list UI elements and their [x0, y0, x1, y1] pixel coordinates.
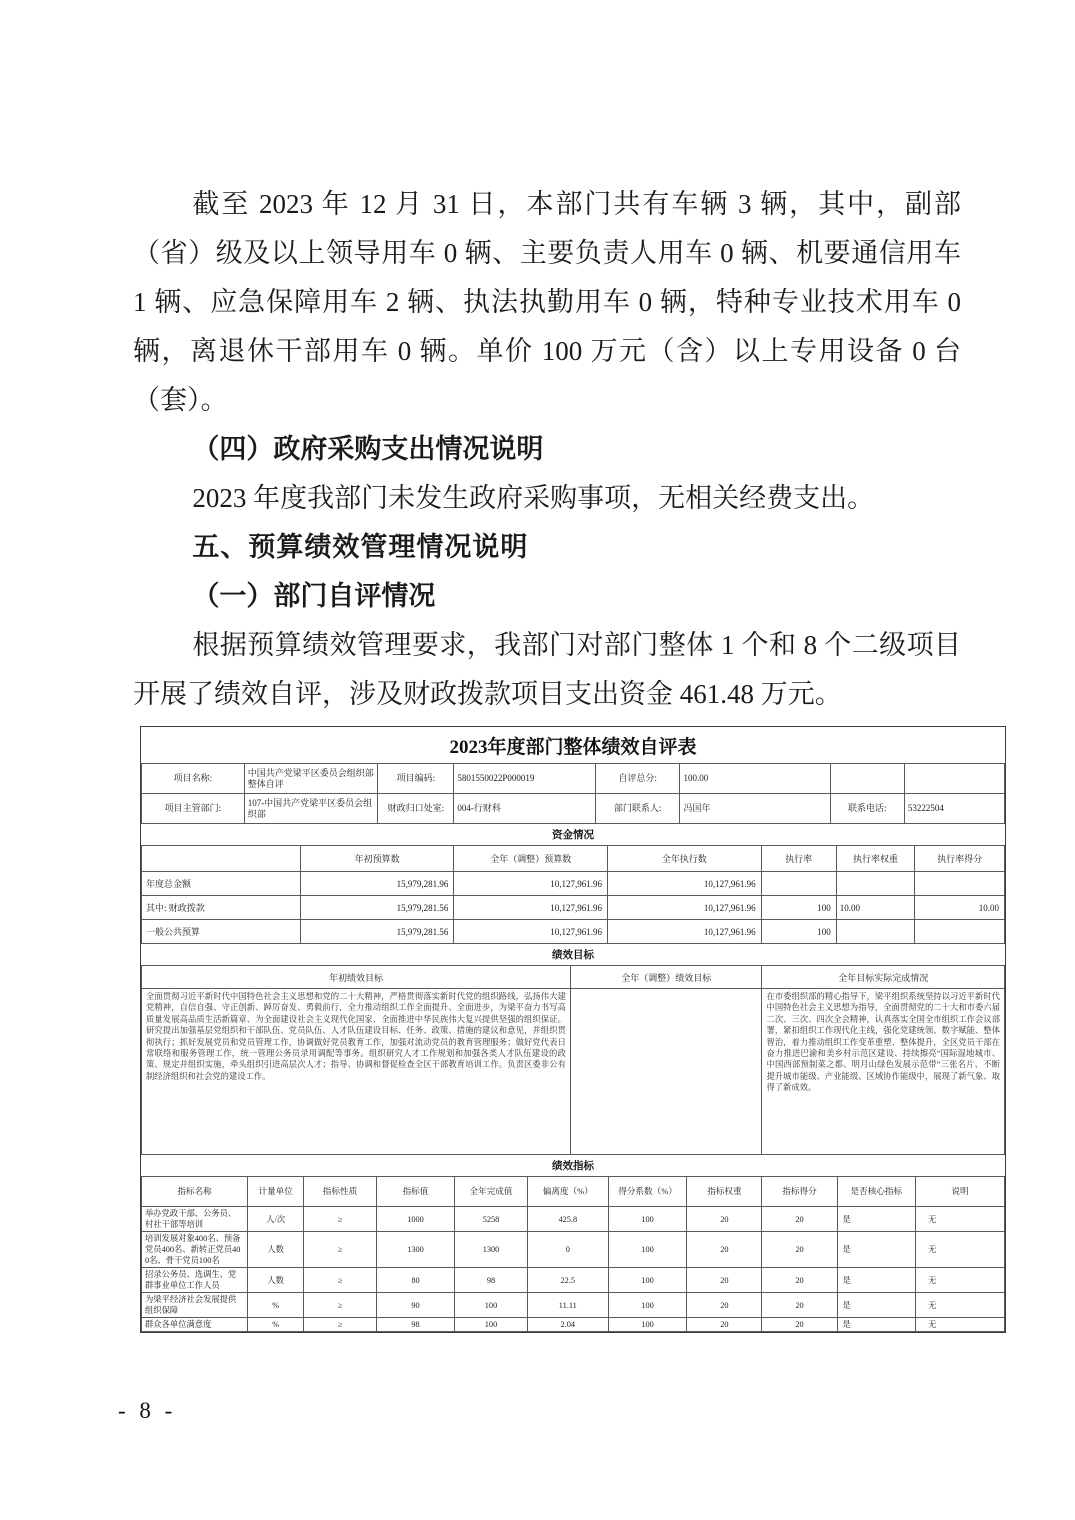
funding-cell: 15,979,281.96 — [300, 872, 454, 896]
funding-section-banner: 资金情况 — [552, 830, 594, 841]
ind-header-deviation: 偏离度（%） — [527, 1177, 608, 1207]
indicator-name: 举办党政干部、公务员、村社干部等培训 — [142, 1207, 248, 1232]
indicator-target: 90 — [376, 1293, 455, 1318]
indicator-row — [142, 1268, 1005, 1293]
funding-cell: 10,127,961.96 — [608, 872, 762, 896]
funding-header-executed: 全年执行数 — [608, 846, 762, 872]
ind-header-target: 指标值 — [376, 1177, 455, 1207]
ind-header-name: 指标名称 — [142, 1177, 248, 1207]
ind-header-weight: 指标权重 — [687, 1177, 762, 1207]
heading-gov-procurement: （四）政府采购支出情况说明 — [192, 434, 544, 464]
funding-cell: 10,127,961.96 — [454, 896, 608, 920]
goals-header-initial: 年初绩效目标 — [142, 966, 571, 989]
indicator-score-coef: 100 — [608, 1232, 687, 1268]
indicator-unit: 人数 — [248, 1268, 304, 1293]
indicator-score-coef: 100 — [608, 1268, 687, 1293]
goals-header-row — [142, 966, 1005, 989]
indicator-row — [142, 1293, 1005, 1318]
paragraph-vehicle-summary: 截至 2023 年 12 月 31 日，本部门共有车辆 3 辆，其中，副部（省）级及以上领导用车 0 辆、主要负责人用车 0 辆、机要通信用车 1 辆、应急保障用车 2 辆、执法执勤用车 0 辆，特种专业技术用车 0 辆，离退休干部用车 0 辆。单价 100 万元（含）以上专用设备 0 台（套）。 — [133, 189, 961, 415]
indicator-core: 是 — [837, 1232, 916, 1268]
indicator-note: 无 — [916, 1232, 1005, 1268]
funding-header-exec-rate: 执行率 — [761, 846, 836, 872]
indicator-completed: 100 — [455, 1318, 527, 1332]
funding-cell: 15,979,281.56 — [300, 896, 454, 920]
funding-cell — [915, 872, 1005, 896]
indicator-completed: 5258 — [455, 1207, 527, 1232]
indicator-target: 1300 — [376, 1232, 455, 1268]
project-code-value: 5801550022P000019 — [454, 764, 596, 794]
funding-table — [141, 845, 1005, 944]
funding-cell: 10,127,961.96 — [608, 920, 762, 944]
indicator-name: 培训发展对象400名、预备党员400名、新转正党员400名、骨干党员100名 — [142, 1232, 248, 1268]
indicator-completed: 1300 — [455, 1232, 527, 1268]
funding-header-blank — [142, 846, 301, 872]
indicator-deviation: 11.11 — [527, 1293, 608, 1318]
indicator-score-coef: 100 — [608, 1293, 687, 1318]
info-row-department — [142, 794, 1005, 824]
finance-office-label: 财政归口处室: — [378, 794, 454, 824]
info-empty-cell — [830, 764, 904, 794]
indicator-unit: % — [248, 1318, 304, 1332]
funding-header-rate-score: 执行率得分 — [915, 846, 1005, 872]
funding-row-label: 其中: 财政拨款 — [142, 896, 301, 920]
indicator-score: 20 — [762, 1207, 837, 1232]
indicator-unit: 人数 — [248, 1232, 304, 1268]
phone-label: 联系电话: — [830, 794, 904, 824]
indicator-core: 是 — [837, 1207, 916, 1232]
funding-cell: 100 — [761, 920, 836, 944]
indicator-score-coef: 100 — [608, 1207, 687, 1232]
indicators-table — [141, 1176, 1005, 1332]
funding-cell: 10,127,961.96 — [454, 920, 608, 944]
indicator-name: 群众各单位满意度 — [142, 1318, 248, 1332]
funding-row-label: 年度总金额 — [142, 872, 301, 896]
indicator-row — [142, 1232, 1005, 1268]
indicator-target: 1000 — [376, 1207, 455, 1232]
contact-label: 部门联系人: — [595, 794, 680, 824]
indicator-score: 20 — [762, 1318, 837, 1332]
adjusted-goal-text — [570, 989, 762, 1155]
indicator-weight: 20 — [687, 1268, 762, 1293]
ind-header-score: 指标得分 — [762, 1177, 837, 1207]
funding-cell — [915, 920, 1005, 944]
goals-header-completion: 全年目标实际完成情况 — [762, 966, 1005, 989]
indicator-completed: 100 — [455, 1293, 527, 1318]
phone-value: 53222504 — [904, 794, 1004, 824]
paragraph-self-evaluation: 根据预算绩效管理要求，我部门对部门整体 1 个和 8 个二级项目开展了绩效自评，涉及财政拨款项目支出资金 461.48 万元。 — [133, 630, 961, 709]
indicator-nature: ≥ — [304, 1293, 376, 1318]
funding-cell: 100 — [761, 896, 836, 920]
ind-header-nature: 指标性质 — [304, 1177, 376, 1207]
project-info-table — [141, 763, 1005, 824]
body-text-block — [133, 180, 961, 719]
indicator-weight: 20 — [687, 1232, 762, 1268]
funding-row-total — [142, 872, 1005, 896]
indicator-score: 20 — [762, 1293, 837, 1318]
indicator-weight: 20 — [687, 1318, 762, 1332]
ind-header-score-coef: 得分系数（%） — [608, 1177, 687, 1207]
paragraph-procurement: 2023 年度我部门未发生政府采购事项，无相关经费支出。 — [192, 483, 875, 513]
heading-budget-performance: 五、预算绩效管理情况说明 — [192, 532, 529, 562]
initial-goal-text: 全面贯彻习近平新时代中国特色社会主义思想和党的二十大精神，严格贯彻落实新时代党的组织路线，弘扬伟大建党精神，自信自强、守正创新、踔厉奋发、勇毅前行，全力推动组织工作全面提升、全面进步，为梁平奋力书写高质量发展高品质生活新篇章、为全面建设社会主义现代化国家、全面推进中华民族伟大复兴提供坚强的组织保证。研究提出加强基层党组织和干部队伍、党员队伍、人才队伍建设目标、任务、政策、措施的建议和意见，并组织贯彻执行；抓好发展党员和党员管理工作，协调做好党员教育工作，加强对流动党员的教育管理服务；做好党代表日常联络和服务管理工作，统一管理公务员录用调配等事务。组织研究人才工作规划和加强各类人才队伍建设的政策、规定并组织实施，牵头组织引进高层次人才；指导、协调和督促检查全区干部教育培训工作。负责区委非公有制经济组织和社会党的建设工作。 — [142, 989, 571, 1155]
goals-header-adjusted: 全年（调整）绩效目标 — [570, 966, 762, 989]
page-number: - 8 - — [118, 1398, 177, 1423]
performance-self-evaluation-table — [140, 726, 1006, 1333]
indicator-core: 是 — [837, 1293, 916, 1318]
finance-office-value: 004-行财科 — [454, 794, 596, 824]
ind-header-unit: 计量单位 — [248, 1177, 304, 1207]
dept-value: 107-中国共产党梁平区委员会组织部 — [244, 794, 378, 824]
ind-header-completed: 全年完成值 — [455, 1177, 527, 1207]
indicator-nature: ≥ — [304, 1318, 376, 1332]
indicator-note: 无 — [916, 1293, 1005, 1318]
indicator-unit: % — [248, 1293, 304, 1318]
funding-row-label: 一般公共预算 — [142, 920, 301, 944]
indicator-name: 招录公务员、选调生、党群事业单位工作人员 — [142, 1268, 248, 1293]
funding-cell: 10,127,961.96 — [608, 896, 762, 920]
ind-header-core: 是否核心指标 — [837, 1177, 916, 1207]
table-title: 2023年度部门整体绩效自评表 — [449, 737, 697, 758]
funding-cell — [836, 872, 915, 896]
heading-self-evaluation: （一）部门自评情况 — [192, 581, 436, 611]
indicator-completed: 98 — [455, 1268, 527, 1293]
goals-body-row — [142, 989, 1005, 1155]
funding-header-adjusted-budget: 全年（调整）预算数 — [454, 846, 608, 872]
self-score-label: 自评总分: — [595, 764, 680, 794]
indicator-core: 是 — [837, 1268, 916, 1293]
contact-value: 冯国年 — [680, 794, 830, 824]
indicator-deviation: 425.8 — [527, 1207, 608, 1232]
indicators-section-banner: 绩效指标 — [552, 1161, 594, 1172]
project-name-label: 项目名称: — [142, 764, 245, 794]
goals-section-banner: 绩效目标 — [552, 950, 594, 961]
funding-cell — [761, 872, 836, 896]
info-empty-cell — [904, 764, 1004, 794]
funding-header-row — [142, 846, 1005, 872]
indicator-score: 20 — [762, 1232, 837, 1268]
indicators-header-row — [142, 1177, 1005, 1207]
funding-header-rate-weight: 执行率权重 — [836, 846, 915, 872]
indicator-deviation: 22.5 — [527, 1268, 608, 1293]
funding-cell: 10.00 — [915, 896, 1005, 920]
indicator-note: 无 — [916, 1207, 1005, 1232]
funding-cell — [836, 920, 915, 944]
self-score-value: 100.00 — [680, 764, 830, 794]
indicator-nature: ≥ — [304, 1268, 376, 1293]
funding-header-initial-budget: 年初预算数 — [300, 846, 454, 872]
indicator-target: 98 — [376, 1318, 455, 1332]
funding-cell: 15,979,281.56 — [300, 920, 454, 944]
funding-cell: 10,127,961.96 — [454, 872, 608, 896]
indicator-score-coef: 100 — [608, 1318, 687, 1332]
indicator-weight: 20 — [687, 1207, 762, 1232]
project-code-label: 项目编码: — [378, 764, 454, 794]
info-row-project — [142, 764, 1005, 794]
indicator-core: 是 — [837, 1318, 916, 1332]
indicator-note: 无 — [916, 1268, 1005, 1293]
funding-row-fiscal — [142, 896, 1005, 920]
project-name-value: 中国共产党梁平区委员会组织部整体自评 — [244, 764, 378, 794]
indicator-unit: 人/次 — [248, 1207, 304, 1232]
indicator-score: 20 — [762, 1268, 837, 1293]
goals-table — [141, 965, 1005, 1155]
indicator-deviation: 0 — [527, 1232, 608, 1268]
indicator-name: 为梁平经济社会发展提供组织保障 — [142, 1293, 248, 1318]
dept-label: 项目主管部门: — [142, 794, 245, 824]
indicator-nature: ≥ — [304, 1232, 376, 1268]
indicator-weight: 20 — [687, 1293, 762, 1318]
funding-cell: 10.00 — [836, 896, 915, 920]
indicator-deviation: 2.04 — [527, 1318, 608, 1332]
funding-row-general-budget — [142, 920, 1005, 944]
indicator-row — [142, 1318, 1005, 1332]
completion-text: 在市委组织部的精心指导下，梁平组织系统坚持以习近平新时代中国特色社会主义思想为指导，全面贯彻党的二十大和市委六届二次、三次、四次全会精神，认真落实全国全市组织工作会议部署，紧扣组织工作现代化主线，强化党建统领、数字赋能、整体智治，着力推动组织工作变革重塑、整体提升，全区党员干部在奋力推进巴渝和美乡村示范区建设、持续擦亮“国际湿地城市、中国西部预制菜之都、明月山绿色发展示范带”三张名片、不断提升城市能级、产业能级、区域协作能级中，展现了新气象、取得了新成效。 — [762, 989, 1005, 1155]
ind-header-note: 说明 — [916, 1177, 1005, 1207]
indicator-note: 无 — [916, 1318, 1005, 1332]
indicator-row — [142, 1207, 1005, 1232]
indicator-target: 80 — [376, 1268, 455, 1293]
indicator-nature: ≥ — [304, 1207, 376, 1232]
